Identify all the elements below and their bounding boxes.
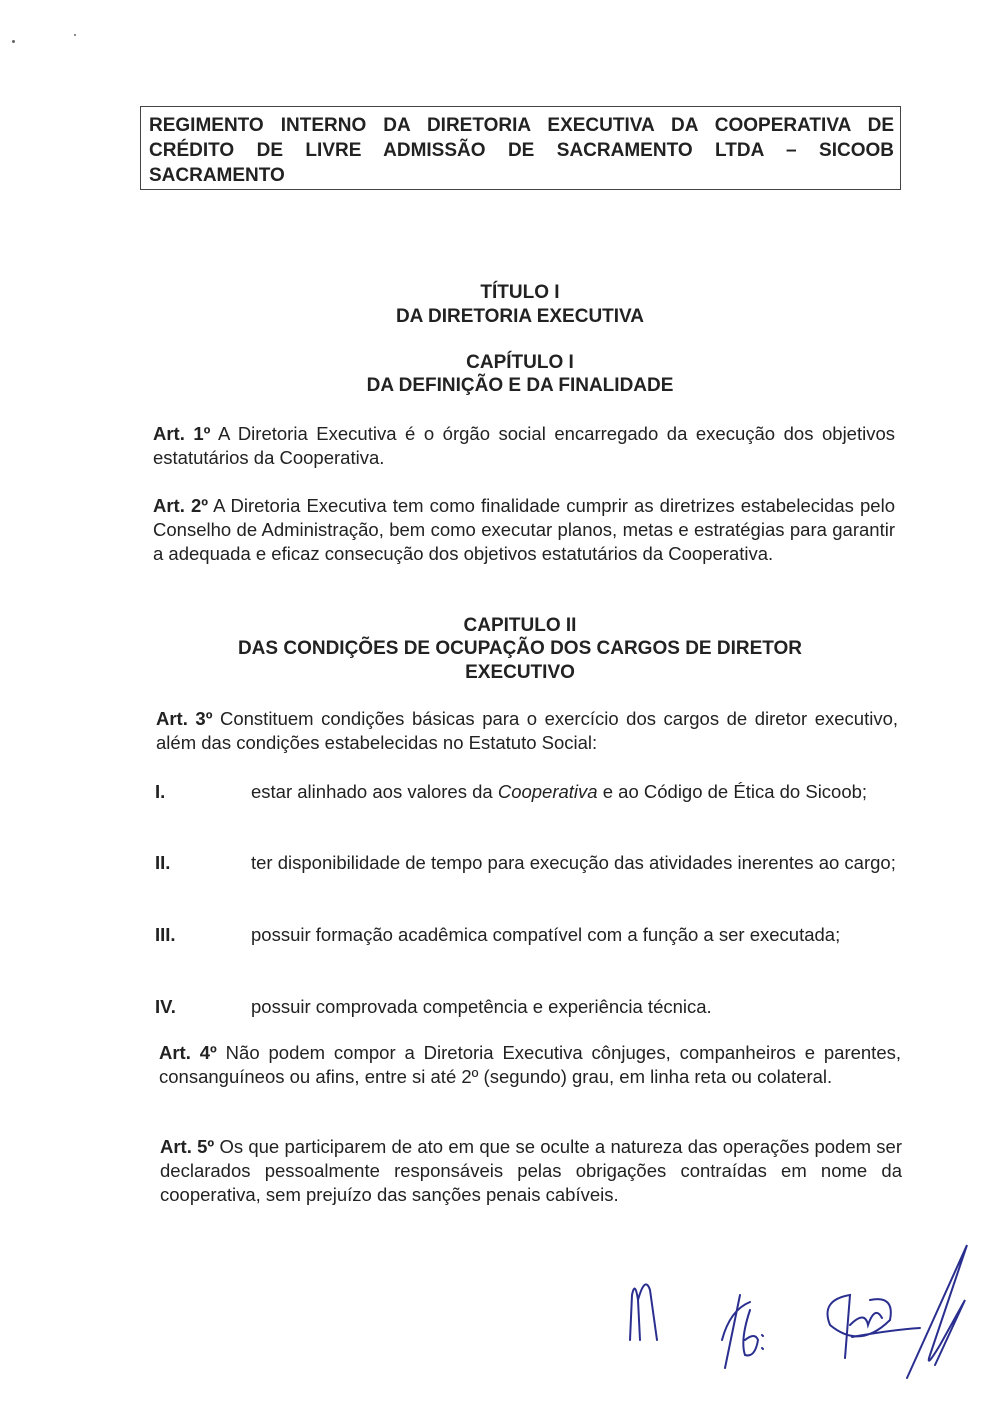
chapter-2-name: DAS CONDIÇÕES DE OCUPAÇÃO DOS CARGOS DE DIRETOR [237,638,803,659]
article-4 [159,1041,901,1089]
list-item [155,779,897,804]
signature-initials-3 [828,1295,921,1358]
article-text: Constituem condições básicas para o exercício dos cargos de diretor executivo, além das condições estabelecidas no Estatuto Social: [156,708,898,753]
article-text: A Diretoria Executiva tem como finalidade cumprir as diretrizes estabelecidas pelo Conselho de Administração, bem como executar planos, metas e estratégias para garantir a adequada e eficaz consecução dos objetivos estatutários da Cooperativa. [153,495,895,564]
title-name: DA DIRETORIA EXECUTIVA [395,306,645,327]
signature-initials-4 [907,1245,967,1378]
list-item [155,994,897,1019]
signatures [590,1240,980,1390]
item-text: possuir formação acadêmica compatível com a função a ser executada; [251,924,841,945]
article-text: Os que participarem de ato em que se oculte a natureza das operações podem ser declarados pessoalmente responsáveis pelas obrigações contraídas em nome da cooperativa, sem prejuízo das sanções penais cabíveis. [160,1136,902,1205]
item-number: IV. [155,996,176,1017]
article-text: Não podem compor a Diretoria Executiva cônjuges, companheiros e parentes, consanguíneos ou afins, entre si até 2º (segundo) grau, em linha reta ou colateral. [159,1042,901,1087]
chapter-2-name-cont: EXECUTIVO [465,662,575,683]
item-number: III. [155,924,176,945]
article-2 [153,494,895,566]
item-text: possuir comprovada competência e experiência técnica. [251,996,712,1017]
chapter-1-name: DA DEFINIÇÃO E DA FINALIDADE [366,375,674,396]
scan-speck [74,34,76,36]
article-label: Art. 3º [156,708,213,729]
item-number: II. [155,852,171,873]
signature-initials-2 [722,1295,763,1368]
item-text-italic: Cooperativa [497,781,598,802]
item-number: I. [155,781,166,802]
article-label: Art. 2º [153,495,208,516]
signature-initials-1 [630,1284,657,1340]
article-1 [153,422,895,470]
article-label: Art. 5º [160,1136,215,1157]
item-text [251,779,897,804]
document-title-box: REGIMENTO INTERNO DA DIRETORIA EXECUTIVA DA COOPERATIVA DE CRÉDITO DE LIVRE ADMISSÃO DE SACRAMENTO LTDA – SICOOB SACRAMENTO [140,106,901,190]
article-label: Art. 4º [159,1042,217,1063]
article-3 [156,707,898,755]
scan-speck [12,40,15,43]
chapter-2-label: CAPITULO II [463,615,577,636]
list-item [155,850,897,875]
article-5 [160,1135,902,1207]
chapter-1-label: CAPÍTULO I [466,352,574,373]
item-text-part: e ao Código de Ética do Sicoob; [597,781,868,802]
title-label: TÍTULO I [480,282,560,303]
item-text-part: estar alinhado aos valores da [251,781,498,802]
article-label: Art. 1º [153,423,211,444]
list-item [155,922,897,947]
article-text: A Diretoria Executiva é o órgão social encarregado da execução dos objetivos estatutários da Cooperativa. [153,423,896,468]
item-text: ter disponibilidade de tempo para execução das atividades inerentes ao cargo; [251,852,896,873]
